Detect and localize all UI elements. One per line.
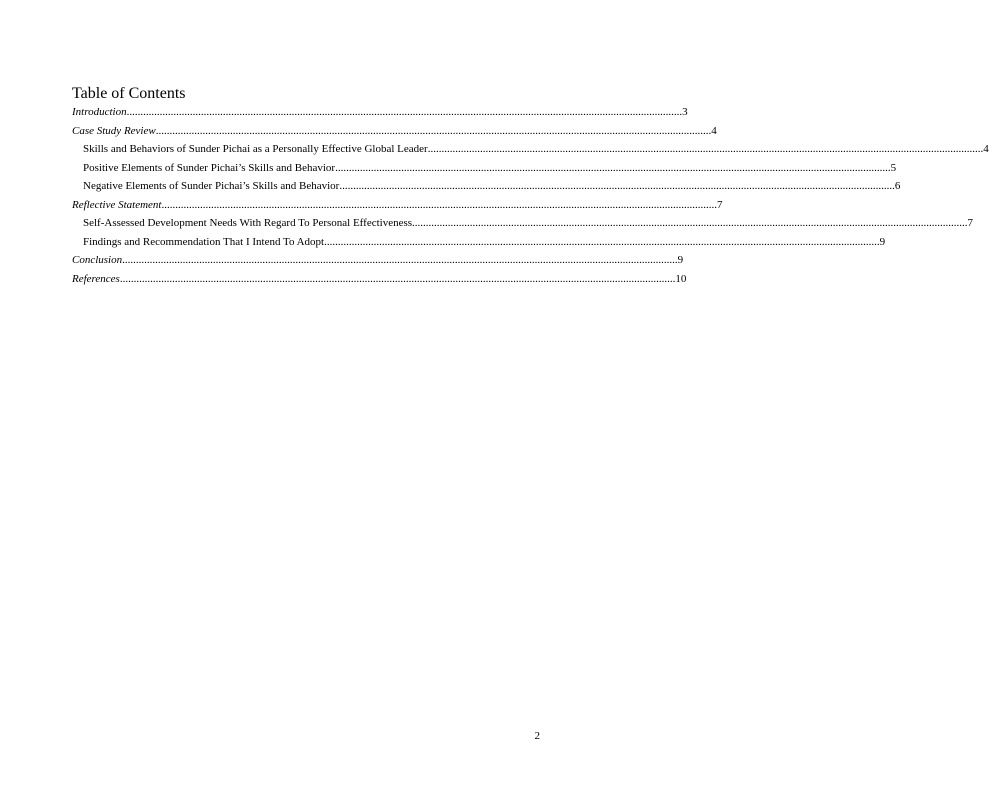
toc-dot-leader: .......................................................................................................................................................................................................... <box>161 198 717 211</box>
toc-entry-page: 4 <box>983 143 989 155</box>
toc-entry-title[interactable]: Positive Elements of Sunder Pichai’s Skills and Behavior <box>83 161 336 174</box>
toc-entry[interactable] <box>72 140 989 159</box>
toc-entry-title[interactable]: Skills and Behaviors of Sunder Pichai as a Personally Effective Global Leader <box>83 143 428 155</box>
toc-entry[interactable] <box>72 214 974 233</box>
toc-entry-title[interactable]: Self-Assessed Development Needs With Regard To Personal Effectiveness <box>83 217 413 229</box>
toc-entry[interactable] <box>72 177 901 196</box>
toc-heading: Table of Contents <box>72 85 186 102</box>
toc-entry-page: 7 <box>716 198 723 211</box>
toc-entry-title[interactable]: Conclusion <box>72 254 123 266</box>
toc-entry-page: 10 <box>675 272 687 285</box>
toc-entry-title[interactable]: References <box>72 272 120 285</box>
toc-entry-title[interactable]: Case Study Review <box>72 124 156 137</box>
page-number: 2 <box>534 730 540 742</box>
toc-dot-leader: .......................................................................................................................................................................................................... <box>324 235 880 248</box>
toc-entry-page: 3 <box>682 106 688 118</box>
toc-entry-page: 9 <box>677 254 684 266</box>
toc-entry-page: 6 <box>894 180 901 192</box>
toc-entry[interactable] <box>72 270 687 289</box>
toc-entry-title[interactable]: Findings and Recommendation That I Intend To Adopt <box>83 235 325 248</box>
toc-dot-leader: .......................................................................................................................................................................................................... <box>412 217 968 229</box>
toc-entry-title[interactable]: Reflective Statement <box>72 198 162 211</box>
toc-entry[interactable] <box>72 251 684 270</box>
toc-entry[interactable] <box>72 233 886 252</box>
toc-entry-page: 5 <box>890 161 897 174</box>
table-of-contents <box>72 103 989 288</box>
toc-entry[interactable] <box>72 196 723 215</box>
toc-entry-page: 7 <box>967 217 974 229</box>
toc-dot-leader: .......................................................................................................................................................................................................... <box>155 124 712 137</box>
toc-dot-leader: .......................................................................................................................................................................................................... <box>126 106 683 118</box>
toc-dot-leader: .......................................................................................................................................................................................................... <box>427 143 984 155</box>
toc-dot-leader: .......................................................................................................................................................................................................... <box>122 254 678 266</box>
toc-dot-leader: .......................................................................................................................................................................................................... <box>339 180 895 192</box>
toc-entry[interactable] <box>72 159 897 178</box>
toc-entry-page: 9 <box>879 235 886 248</box>
toc-entry-title[interactable]: Negative Elements of Sunder Pichai’s Skills and Behavior <box>83 180 340 192</box>
toc-entry[interactable] <box>72 103 688 122</box>
toc-entry-page: 4 <box>711 124 717 137</box>
toc-entry[interactable] <box>72 122 717 141</box>
toc-dot-leader: .......................................................................................................................................................................................................... <box>335 161 891 174</box>
toc-dot-leader: .......................................................................................................................................................................................................... <box>119 272 676 285</box>
toc-entry-title[interactable]: Introduction <box>72 106 127 118</box>
